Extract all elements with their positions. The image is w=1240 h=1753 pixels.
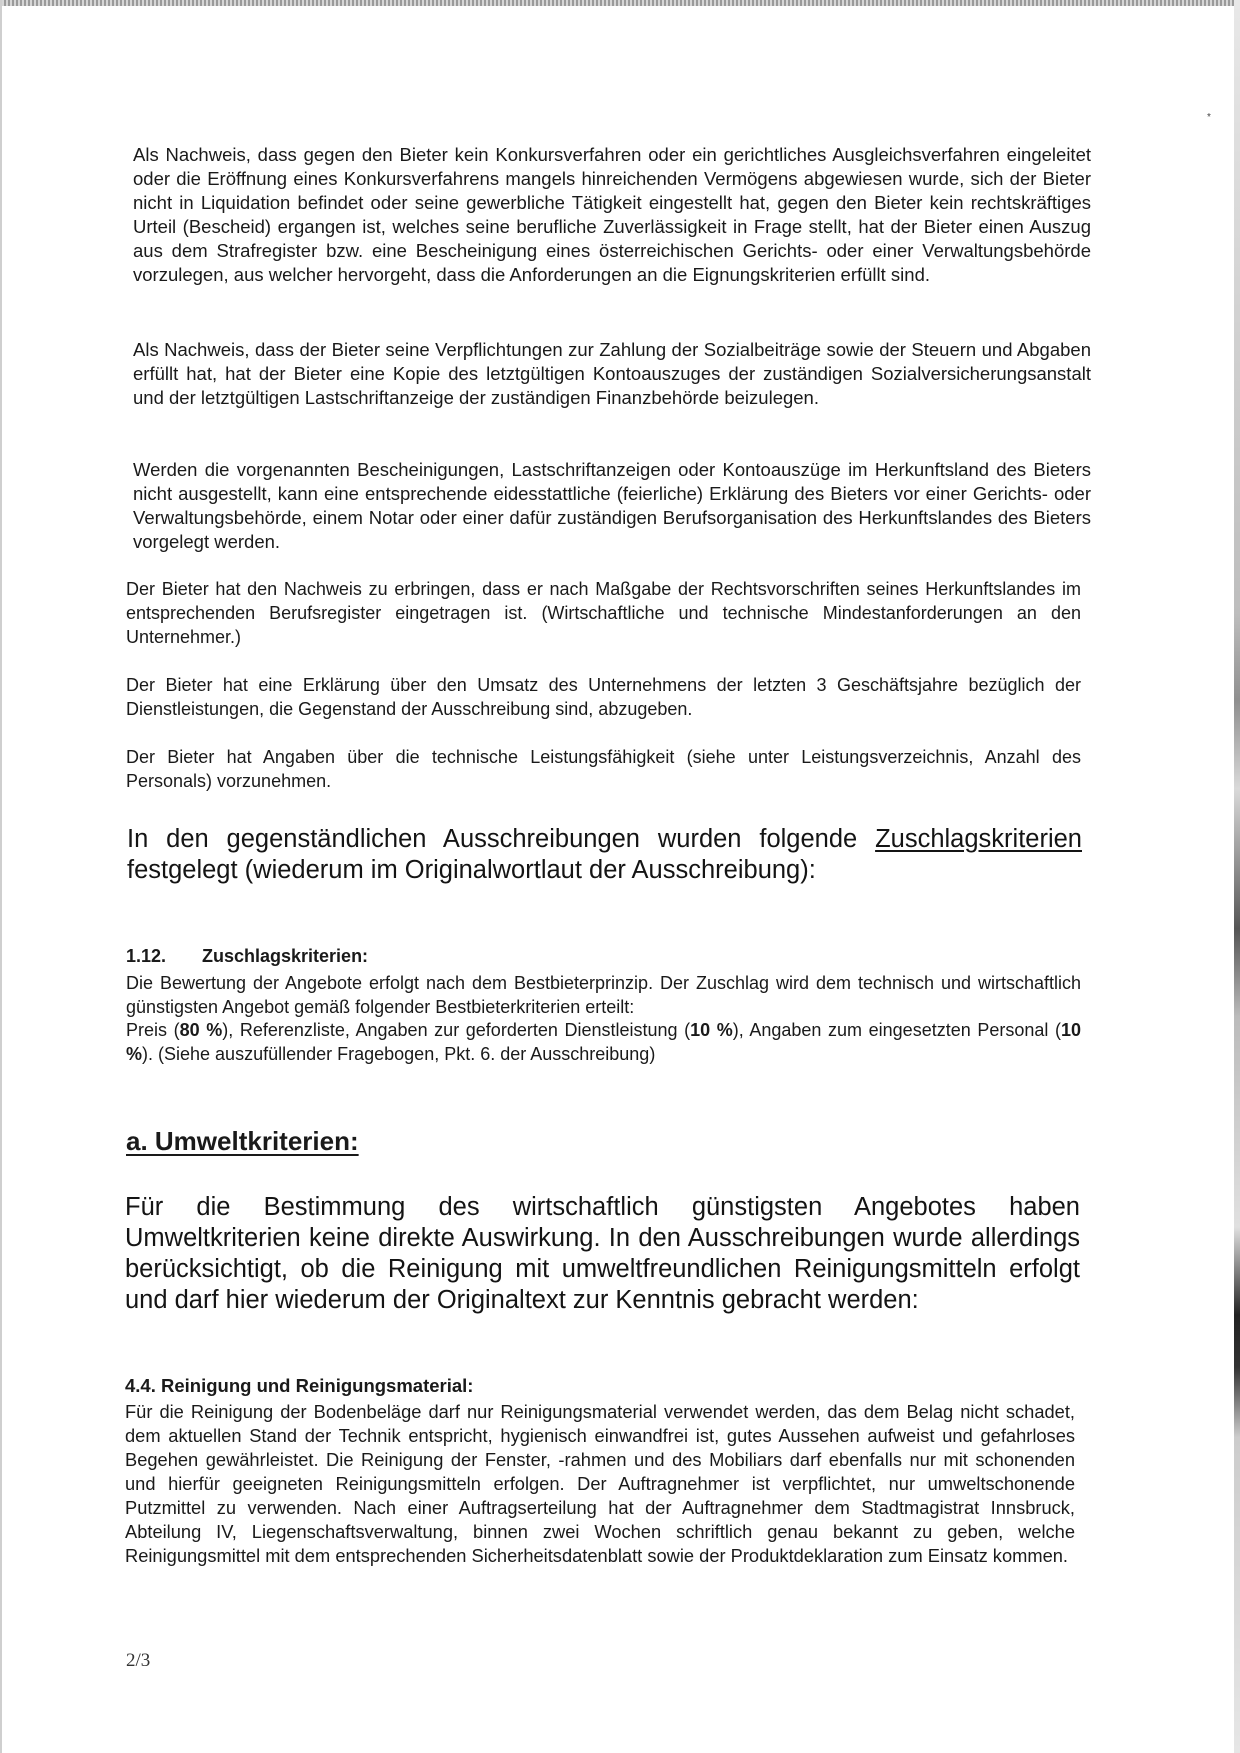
- dienstleistung-percent: 10 %: [690, 1020, 733, 1040]
- paragraph-nachweis-sozialbeitraege: Als Nachweis, dass der Bieter seine Verpflichtungen zur Zahlung der Sozialbeiträge sowie der Steuern und Abgaben erfüllt hat, hat der Bieter eine Kopie des letztgültigen Kontoauszuges der zuständigen Sozialversicherungsanstalt und der letztgültigen Lastschriftanzeige der zuständigen Finanzbehörde beizulegen.: [133, 339, 1091, 408]
- section-44-body: Für die Reinigung der Bodenbeläge darf nur Reinigungsmaterial verwendet werden, das dem Belag nicht schadet, dem aktuellen Stand der Technik entspricht, hygienisch einwandfrei ist, gutes Aussehen aufweist und gefahrloses Begehen gewährleistet. Die Reinigung der Fenster, -rahmen und des Mobiliars darf ebenfalls nur mit schonenden und hierfür geeigneten Reinigungsmitteln erfolgen. Der Auftragnehmer ist verpflichtet, nur umweltschonende Putzmittel zu verwenden. Nach einer Auftragserteilung hat der Auftragnehmer dem Stadtmagistrat Innsbruck, Abteilung IV, Liegenschaftsverwaltung, binnen zwei Wochen schriftlich genau bekannt zu geben, welche Reinigungsmittel mit dem entsprechenden Sicherheitsdatenblatt sowie der Produktdeklaration zum Einsatz kommen.: [125, 1401, 1075, 1566]
- intro-text-before: In den gegenständlichen Ausschreibungen wurden folgende: [127, 825, 876, 853]
- criteria-text-end: ). (Siehe auszufüllender Fragebogen, Pkt. 6. der Ausschreibung): [142, 1043, 656, 1064]
- section-112-line1: Die Bewertung der Angebote erfolgt nach dem Bestbieterprinzip. Der Zuschlag wird dem technisch und wirtschaftlich günstigsten Angebot gemäß folgender Bestbieterkriterien erteilt:: [126, 973, 1081, 1017]
- scan-edge-left: [0, 0, 2, 1753]
- preis-label: Preis (: [126, 1020, 180, 1040]
- criteria-text-1: ), Referenzliste, Angaben zur geforderten Dienstleistung (: [222, 1020, 691, 1040]
- section-44-heading: 4.4. Reinigung und Reinigungsmaterial:: [125, 1375, 474, 1396]
- section-112-body: [126, 972, 1081, 1066]
- criteria-text-2: ), Angaben zum eingesetzten Personal (: [732, 1020, 1061, 1040]
- preis-percent: 80 %: [179, 1020, 223, 1040]
- scan-mark: *: [1207, 112, 1211, 123]
- paragraph-nachweis-konkurs: Als Nachweis, dass gegen den Bieter kein Konkursverfahren oder ein gerichtliches Ausgleichsverfahren eingeleitet oder die Eröffnung eines Konkursverfahrens mangels hinreichenden Vermögens abgewiesen wurde, sich der Bieter nicht in Liquidation befindet oder seine gewerbliche Tätigkeit eingestellt hat, gegen den Bieter kein rechtskräftiges Urteil (Bescheid) ergangen ist, welches seine berufliche Zuverlässigkeit in Frage stellt, hat der Bieter einen Auszug aus dem Strafregister bzw. eine Bescheinigung eines österreichischen Gerichts- oder einer Verwaltungsbehörde vorzulegen, aus welcher hervorgeht, dass die Anforderungen an die Eignungskriterien erfüllt sind.: [133, 144, 1091, 285]
- intro-zuschlagskriterien: [127, 824, 1082, 886]
- paragraph-leistungsfaehigkeit: Der Bieter hat Angaben über die technische Leistungsfähigkeit (siehe unter Leistungsverzeichnis, Anzahl des Personals) vorzunehmen.: [126, 747, 1081, 791]
- umweltkriterien-heading: a. Umweltkriterien:: [126, 1126, 359, 1156]
- intro-text-after: festgelegt (wiederum im Originalwortlaut der Ausschreibung):: [127, 856, 816, 884]
- section-112-title: Zuschlagskriterien:: [202, 946, 369, 966]
- paragraph-bescheinigungen: Werden die vorgenannten Bescheinigungen, Lastschriftanzeigen oder Kontoauszüge im Herkunftsland des Bieters nicht ausgestellt, kann eine entsprechende eidesstattliche (feierliche) Erklärung des Bieters vor einer Gerichts- oder Verwaltungsbehörde, einem Notar oder einer dafür zuständigen Berufsorganisation des Herkunftslandes des Bieters vorgelegt werden.: [133, 459, 1091, 552]
- page-number: 2/3: [126, 1650, 151, 1671]
- section-112-number: 1.12.: [126, 946, 167, 966]
- personal-percent: 10 %: [126, 1020, 1081, 1064]
- umwelt-intro-paragraph: Für die Bestimmung des wirtschaftlich günstigsten Angebotes haben Umweltkriterien keine direkte Auswirkung. In den Ausschreibungen wurde allerdings berücksichtigt, ob die Reinigung mit umweltfreundlichen Reinigungsmitteln erfolgt und darf hier wiederum der Originaltext zur Kenntnis gebracht werden:: [125, 1193, 1080, 1314]
- scan-edge-right: [1234, 0, 1240, 1753]
- scan-edge-top: [0, 0, 1240, 6]
- intro-underlined-term: Zuschlagskriterien: [875, 825, 1082, 853]
- paragraph-umsatz: Der Bieter hat eine Erklärung über den Umsatz des Unternehmens der letzten 3 Geschäftsjahre bezüglich der Dienstleistungen, die Gegenstand der Ausschreibung sind, abzugeben.: [126, 675, 1081, 719]
- section-112-heading: [126, 946, 368, 967]
- paragraph-berufsregister: Der Bieter hat den Nachweis zu erbringen, dass er nach Maßgabe der Rechtsvorschriften seines Herkunftslandes im entsprechenden Berufsregister eingetragen ist. (Wirtschaftliche und technische Mindestanforderungen an den Unternehmer.): [126, 579, 1081, 647]
